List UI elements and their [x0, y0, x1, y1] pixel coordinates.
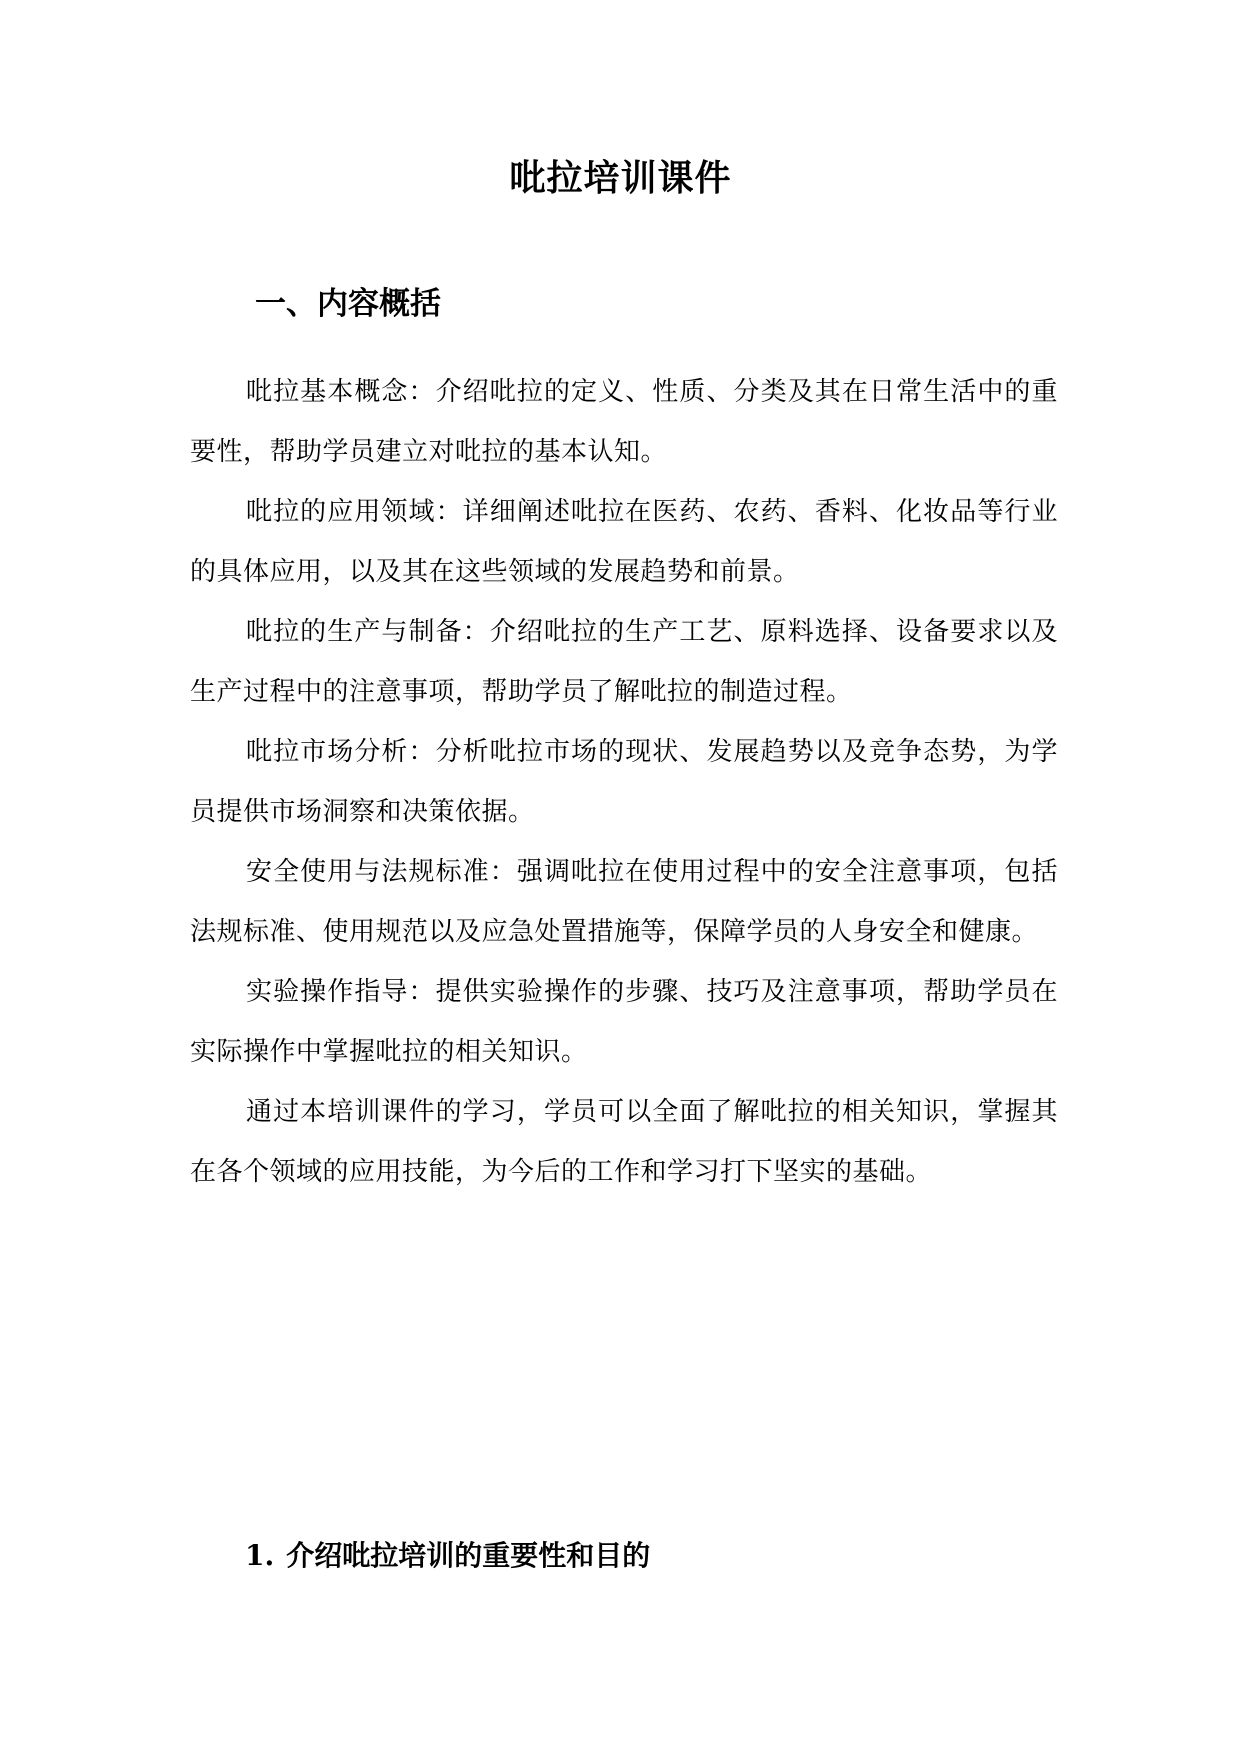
subsection-heading	[245, 1534, 650, 1578]
subsection-title: 介绍吡拉培训的重要性和目的	[286, 1539, 651, 1572]
paragraph-summary: 通过本培训课件的学习，学员可以全面了解吡拉的相关知识，掌握其在各个领域的应用技能，为今后的工作和学习打下坚实的基础。	[190, 1097, 1058, 1187]
paragraph-safety-regulations: 安全使用与法规标准：强调吡拉在使用过程中的安全注意事项，包括法规标准、使用规范以及应急处置措施等，保障学员的人身安全和健康。	[190, 857, 1058, 947]
paragraph-experiment-guide: 实验操作指导：提供实验操作的步骤、技巧及注意事项，帮助学员在实际操作中掌握吡拉的相关知识。	[190, 977, 1058, 1067]
paragraph-application-fields: 吡拉的应用领域：详细阐述吡拉在医药、农药、香料、化妆品等行业的具体应用，以及其在这些领域的发展趋势和前景。	[190, 497, 1058, 587]
section-body	[190, 362, 1058, 1202]
section-heading: 一、内容概括	[255, 286, 441, 322]
paragraph-market-analysis: 吡拉市场分析：分析吡拉市场的现状、发展趋势以及竞争态势，为学员提供市场洞察和决策依据。	[190, 737, 1058, 827]
paragraph-production: 吡拉的生产与制备：介绍吡拉的生产工艺、原料选择、设备要求以及生产过程中的注意事项，帮助学员了解吡拉的制造过程。	[190, 617, 1058, 707]
paragraph-basic-concept: 吡拉基本概念：介绍吡拉的定义、性质、分类及其在日常生活中的重要性，帮助学员建立对吡拉的基本认知。	[190, 377, 1058, 467]
subsection-number: 1.	[245, 1539, 275, 1572]
document-title: 吡拉培训课件	[509, 157, 732, 199]
